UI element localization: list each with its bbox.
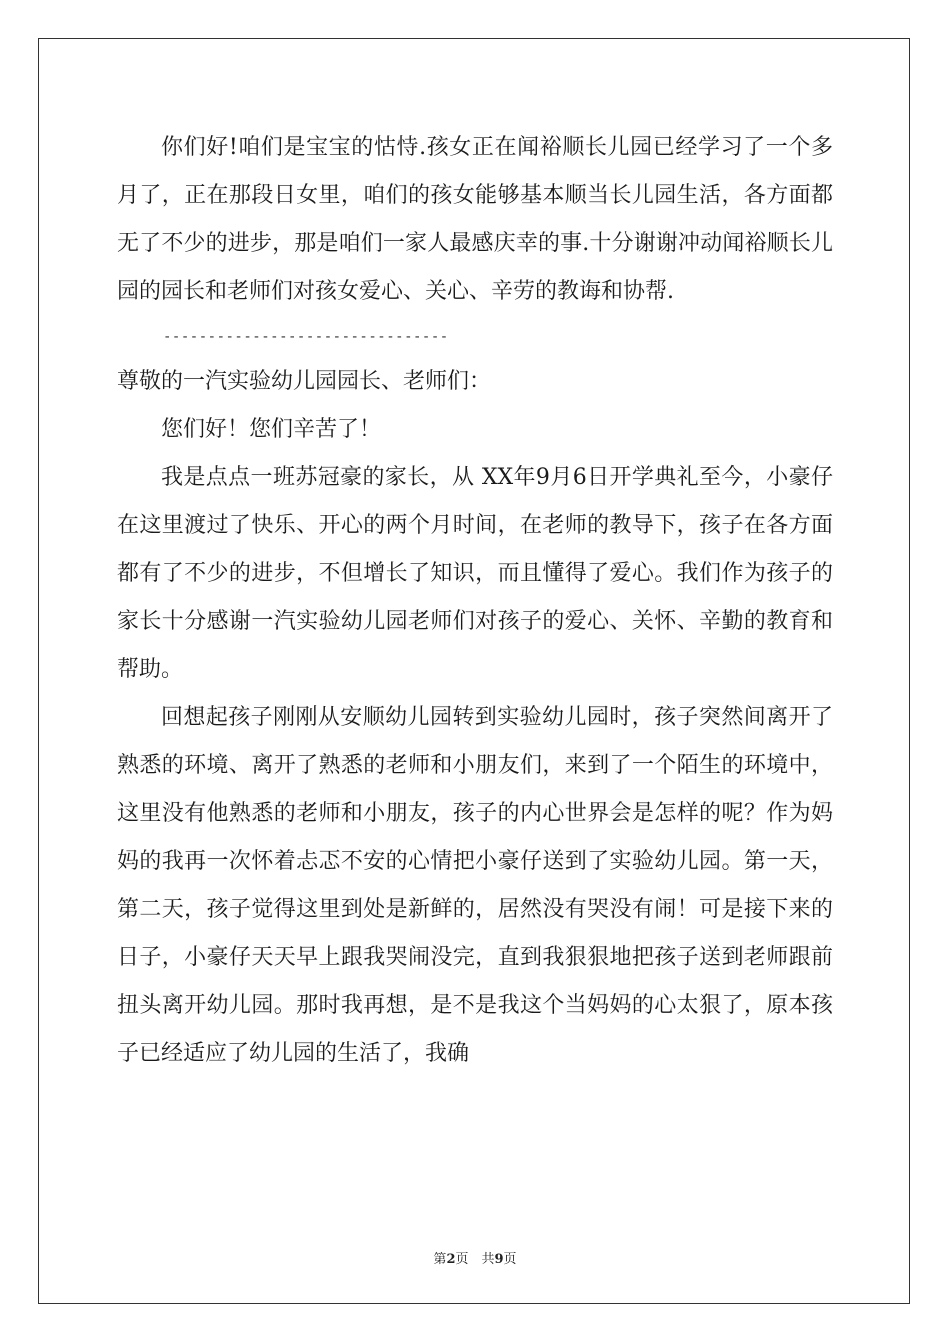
page-prefix: 第 (433, 1252, 447, 1267)
page-mid: 页 共 (455, 1252, 495, 1267)
paragraph-body-1: 我是点点一班苏冠豪的家长，从 XX年9月6日开学典礼至今，小豪仔在这里渡过了快乐、开心的两个月时间，在老师的教导下，孩子在各方面都有了不少的进步，不但增长了知识，而且懂得了爱心。我们作为孩子的家长十分感谢一汽实验幼儿园老师们对孩子的爱心、关怀、辛勤的教育和帮助。 (117, 465, 833, 682)
document-body (117, 124, 833, 1078)
section-divider: -------------------------------- (163, 329, 449, 345)
salutation: 尊敬的一汽实验幼儿园园长、老师们： (117, 369, 492, 394)
paragraph-body-2: 回想起孩子刚刚从安顺幼儿园转到实验幼儿园时，孩子突然间离开了熟悉的环境、离开了熟悉的老师和小朋友们，来到了一个陌生的环境中，这里没有他熟悉的老师和小朋友，孩子的内心世界会是怎样的呢？作为妈妈的我再一次怀着忐忑不安的心情把小豪仔送到了实验幼儿园。第一天，第二天，孩子觉得这里到处是新鲜的，居然没有哭没有闹！可是接下来的日子，小豪仔天天早上跟我哭闹没完，直到我狠狠地把孩子送到老师跟前扭头离开幼儿园。那时我再想，是不是我这个当妈妈的心太狠了，原本孩子已经适应了幼儿园的生活了，我确 (117, 705, 833, 1066)
page-suffix: 页 (503, 1252, 517, 1267)
page-total: 9 (494, 1252, 504, 1267)
greeting: 您们好！您们辛苦了！ (161, 417, 382, 442)
paragraph-intro: 你们好!咱们是宝宝的怙恃.孩女正在闻裕顺长儿园已经学习了一个多月了，正在那段日女里，咱们的孩女能够基本顺当长儿园生活，各方面都无了不少的进步，那是咱们一家人最感庆幸的事.十分谢谢冲动闻裕顺长儿园的园长和老师们对孩女爱心、关心、辛劳的教诲和协帮. (117, 135, 833, 304)
page-number (0, 1248, 950, 1267)
page-current: 2 (446, 1252, 456, 1267)
